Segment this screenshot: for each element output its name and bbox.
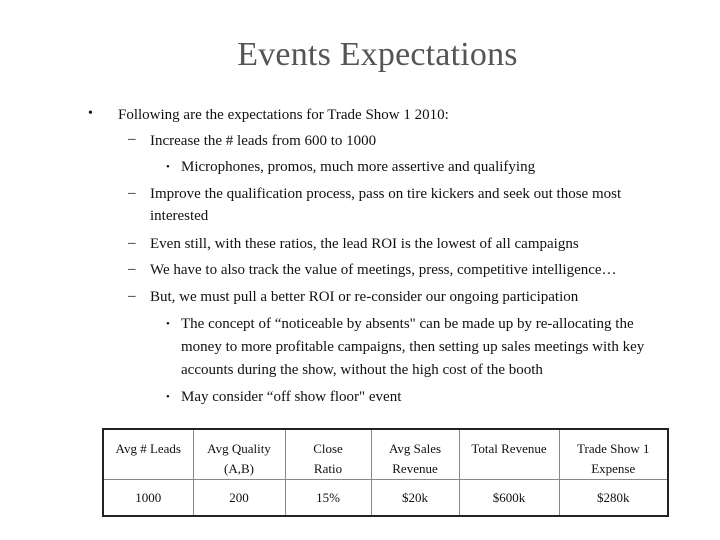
item-text: We have to also track the value of meetings, press, competitive intelligence…	[150, 262, 617, 278]
item-text: Increase the # leads from 600 to 1000	[150, 133, 377, 149]
table-header-cell: Avg # Leads	[103, 429, 193, 480]
dash-icon: –	[128, 288, 136, 304]
table-header-cell: Avg Sales Revenue	[371, 429, 459, 480]
bullet-icon: •	[88, 106, 93, 121]
table-header-row	[103, 429, 668, 480]
table-header-cell: Trade Show 1 Expense	[559, 429, 668, 480]
table-cell: 200	[193, 480, 285, 517]
table-header-cell: Avg Quality (A,B)	[193, 429, 285, 480]
bullet-icon: •	[166, 318, 170, 330]
dash-icon: –	[128, 261, 136, 277]
slide-title: Events Expectations	[237, 36, 518, 73]
table-cell: 1000	[103, 480, 193, 517]
sub-item-text: accounts during the show, without the high cost of the booth	[181, 362, 543, 378]
item-text: Even still, with these ratios, the lead ROI is the lowest of all campaigns	[150, 236, 579, 252]
sub-item-text: The concept of “noticeable by absents" can be made up by re-allocating the	[181, 316, 634, 332]
sub-item-text: Microphones, promos, much more assertive and qualifying	[181, 159, 536, 175]
bullet-icon: •	[166, 391, 170, 403]
sub-item-text: May consider “off show floor" event	[181, 389, 402, 405]
table-cell: 15%	[285, 480, 371, 517]
table-cell: $20k	[371, 480, 459, 517]
table-cell: $600k	[459, 480, 559, 517]
item-text: But, we must pull a better ROI or re-consider our ongoing participation	[150, 289, 579, 305]
table-header-cell: Close Ratio	[285, 429, 371, 480]
dash-icon: –	[128, 235, 136, 251]
table-header-cell: Total Revenue	[459, 429, 559, 480]
bullet-icon: •	[166, 161, 170, 173]
item-text: Improve the qualification process, pass on tire kickers and seek out those most	[150, 186, 622, 202]
table-cell: $280k	[559, 480, 668, 517]
dash-icon: –	[128, 131, 136, 147]
dash-icon: –	[128, 185, 136, 201]
item-text: interested	[150, 208, 209, 224]
expectations-table	[102, 428, 669, 517]
table-row	[103, 480, 668, 517]
main-bullet-text: Following are the expectations for Trade Show 1 2010:	[118, 107, 449, 123]
sub-item-text: money to more profitable campaigns, then setting up sales meetings with key	[181, 339, 645, 355]
